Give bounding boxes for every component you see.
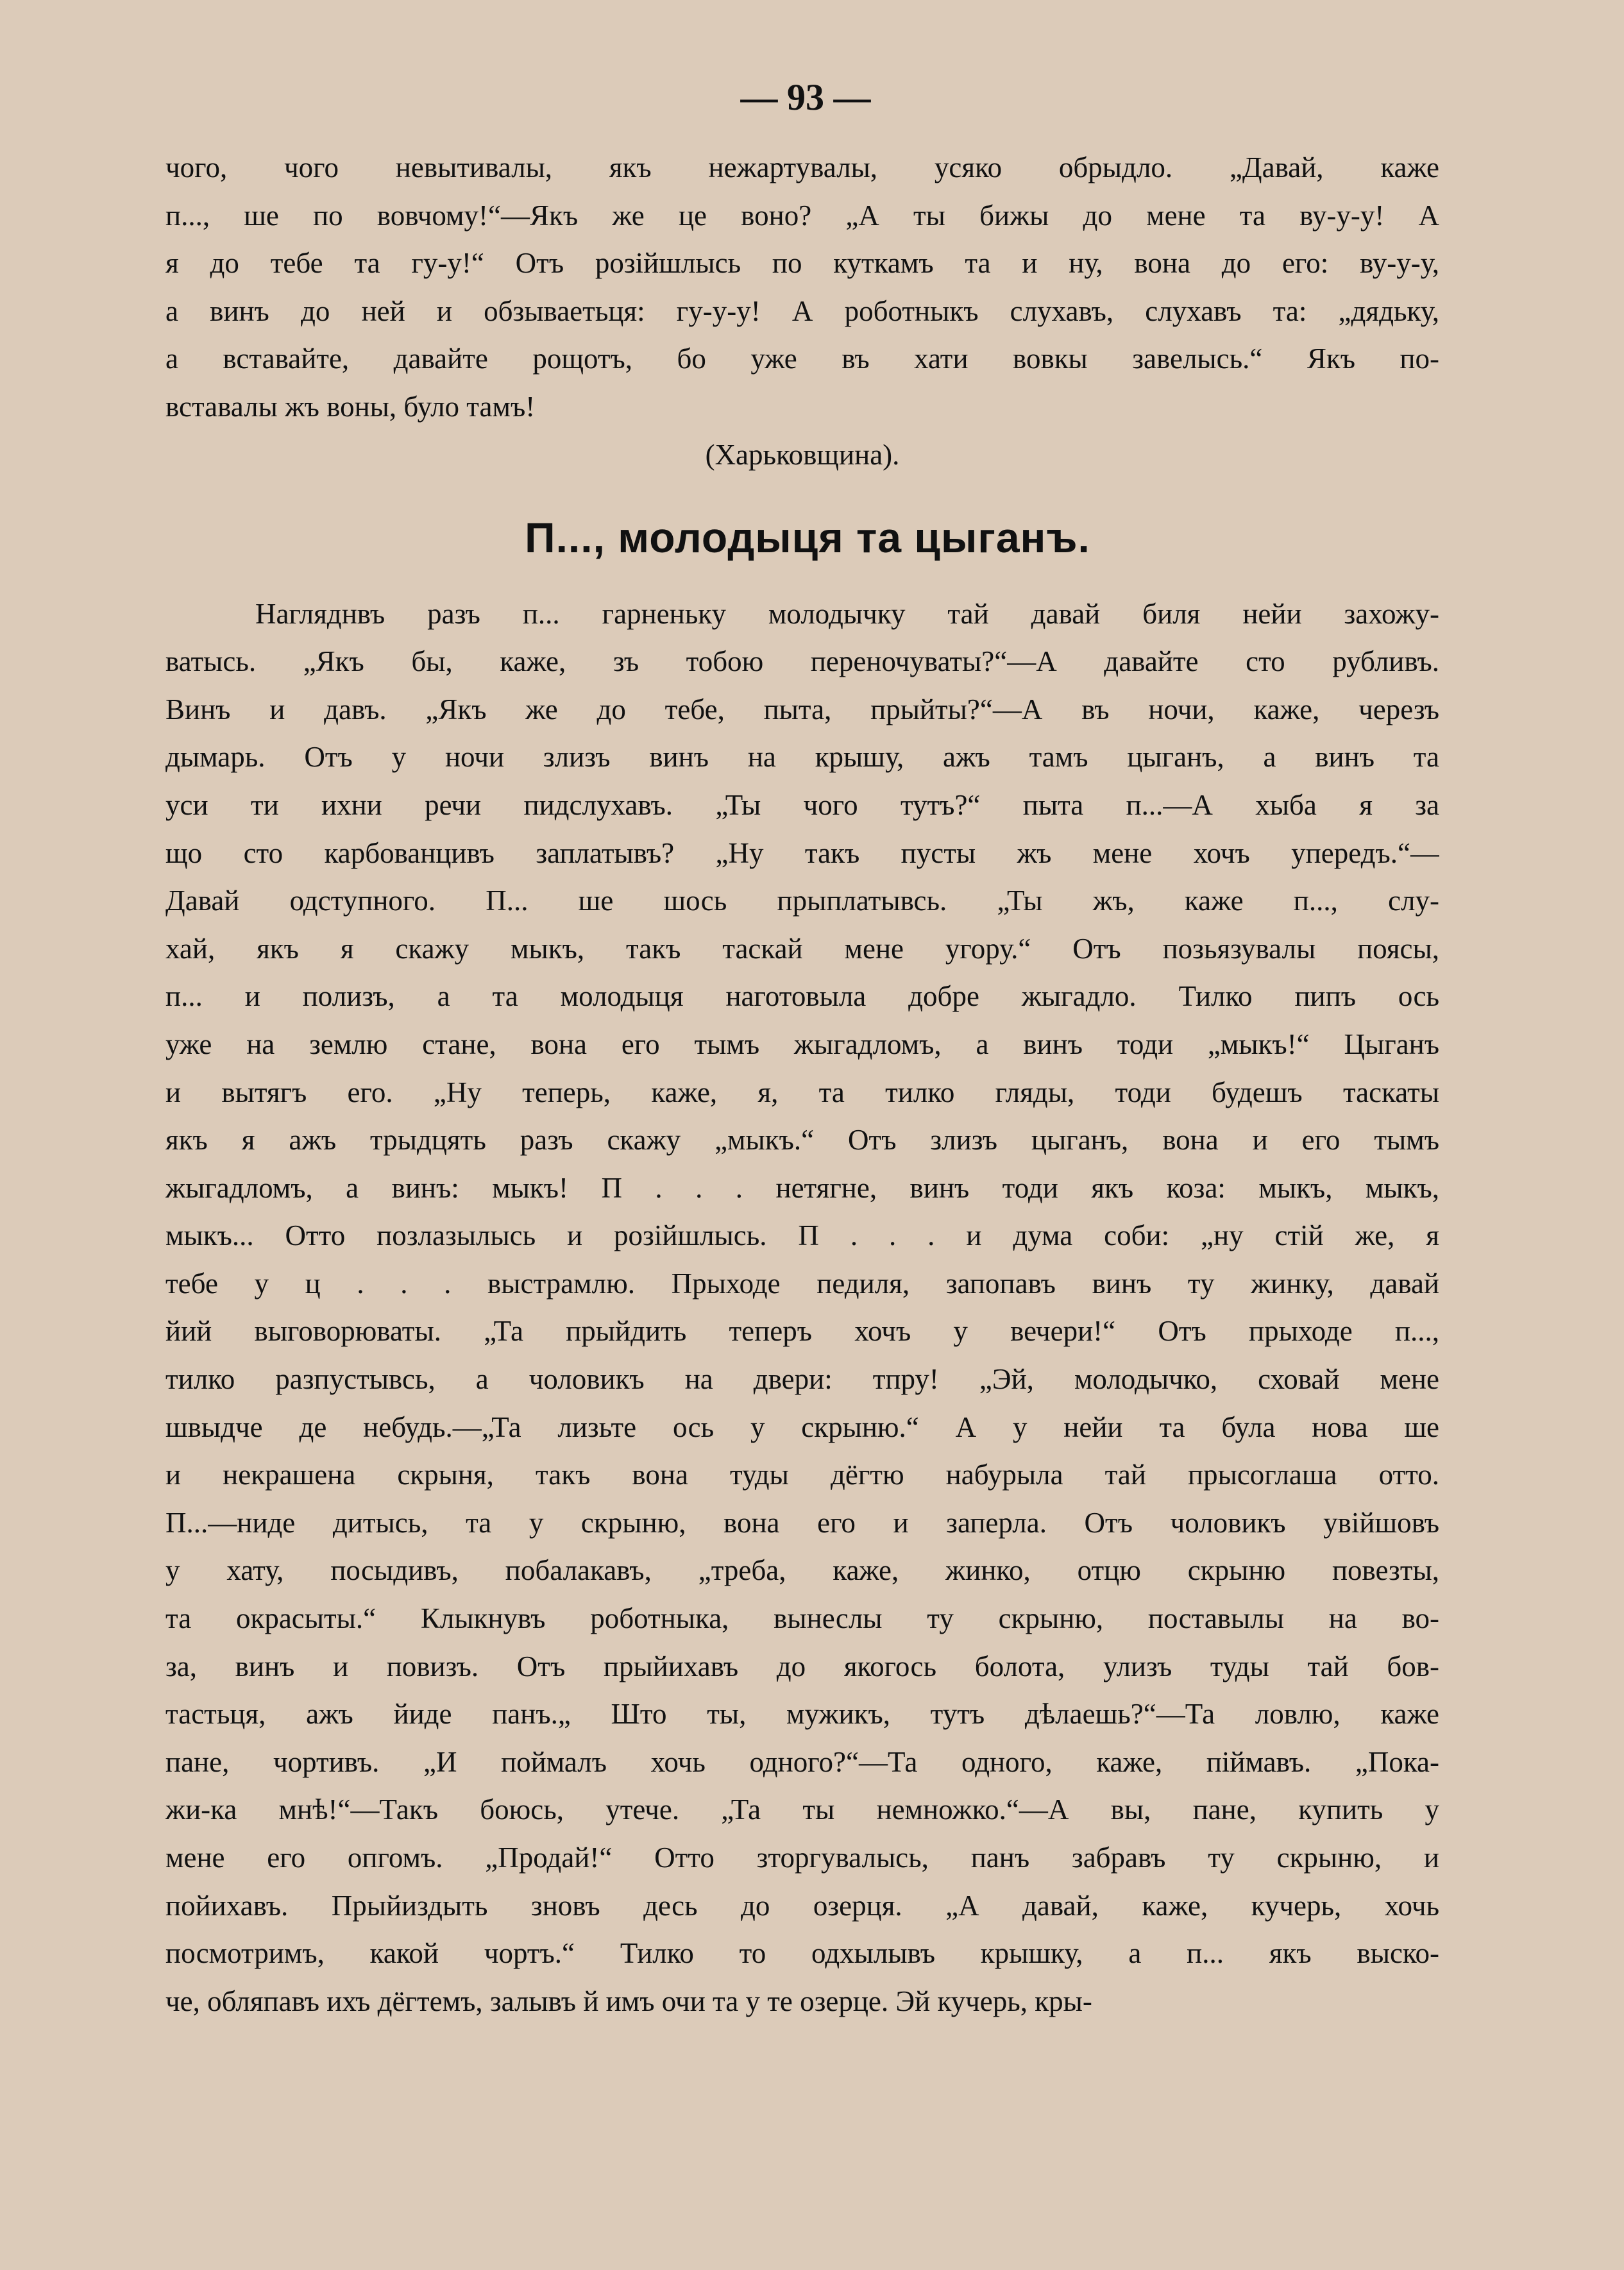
text-line: п... и полизъ, а та молодыця наготовыла добре жыгадло. Тилко пипъ ось	[165, 980, 1439, 1013]
text-line: мене его опгомъ. „Продай!“ Отто зторгувалысь, панъ забравъ ту скрыню, и	[165, 1842, 1439, 1874]
text-line: дымарь. Отъ у ночи злизъ винъ на крышу, ажъ тамъ цыганъ, а винъ та	[165, 741, 1439, 774]
text-line: мыкъ... Отто позлазылысь и розійшлысь. П . . . и дума соби: „ну стій же, я	[165, 1219, 1439, 1252]
text-line: жыгадломъ, а винъ: мыкъ! П . . . нетягне, винъ тоди якъ коза: мыкъ, мыкъ,	[165, 1171, 1439, 1204]
story-body-paragraph	[165, 590, 1439, 2026]
text-line: а винъ до ней и обзываетьця: гу-у-у! А роботныкъ слухавъ, слухавъ та: „дядьку,	[165, 294, 1439, 327]
story-title: П..., молодыця та цыганъ.	[525, 513, 1090, 561]
text-line: пане, чортивъ. „И поймалъ хочь одного?“—Та одного, каже, піймавъ. „Пока-	[165, 1745, 1439, 1778]
text-line: Давай одступного. П... ше шось прыплатывсь. „Ты жъ, каже п..., слу-	[165, 885, 1439, 917]
text-line: чого, чого невытивалы, якъ нежартувалы, усяко обрыдло. „Давай, каже	[165, 151, 1439, 183]
text-line: якъ я ажъ трыдцять разъ скажу „мыкъ.“ Отъ злизъ цыганъ, вона и его тымъ	[165, 1124, 1439, 1156]
text-line: уси ти ихни речи пидслухавъ. „Ты чого тутъ?“ пыта п...—А хыба я за	[165, 788, 1439, 821]
text-line: вставалы жъ воны, було тамъ!	[165, 390, 536, 423]
text-line: тебе у ц . . . выстрамлю. Прыходе педиля, запопавъ винъ ту жинку, давай	[165, 1267, 1439, 1300]
text-line: за, винъ и повизъ. Отъ прыйихавъ до якогось болота, улизъ туды тай бов-	[165, 1650, 1439, 1682]
text-line: уже на землю стане, вона его тымъ жыгадломъ, а винъ тоди „мыкъ!“ Цыганъ	[165, 1028, 1439, 1060]
text-line: хай, якъ я скажу мыкъ, такъ таскай мене угору.“ Отъ позьязувалы поясы,	[165, 932, 1439, 965]
text-line: посмотримъ, какой чортъ.“ Тилко то одхылывъ крышку, а п... якъ выско-	[165, 1937, 1439, 1970]
text-line: пойихавъ. Прыйиздыть зновъ десь до озерця. „А давай, каже, кучерь, хочь	[165, 1889, 1439, 1922]
text-line: швыдче де небудь.—„Та лизьте ось у скрыню.“ А у нейи та була нова ше	[165, 1410, 1439, 1443]
text-line: тастьця, ажъ йиде панъ.„ Што ты, мужикъ, тутъ дѣлаешь?“—Та ловлю, каже	[165, 1698, 1439, 1731]
text-line: Винъ и давъ. „Якъ же до тебе, пыта, прыйты?“—А въ ночи, каже, черезъ	[165, 693, 1439, 725]
text-line: у хату, посыдивъ, побалакавъ, „треба, каже, жинко, отцю скрыню повезты,	[165, 1554, 1439, 1587]
text-line: тилко разпустывсь, а чоловикъ на двери: тпру! „Эй, молодычко, сховай мене	[165, 1363, 1439, 1396]
page-number: — 93 —	[740, 76, 871, 118]
text-line: ватысь. „Якъ бы, каже, зъ тобою переночуваты?“—А давайте сто рубливъ.	[165, 645, 1439, 678]
text-line: я до тебе та гу-у!“ Отъ розійшлысь по куткамъ та и ну, вона до его: ву-у-у,	[165, 247, 1439, 280]
text-line: Нагляднвъ разъ п... гарненьку молодычку тай давай биля нейи захожу-	[255, 597, 1439, 630]
text-line: и вытягъ его. „Ну теперь, каже, я, та тилко гляды, тоди будешъ таскаты	[165, 1076, 1439, 1108]
text-line: п..., ше по вовчому!“—Якъ же це воно? „А ты бижы до мене та ву-у-у! А	[165, 199, 1439, 232]
text-line: йий выговорюваты. „Та прыйдить теперъ хочъ у вечери!“ Отъ прыходе п...,	[165, 1315, 1439, 1348]
text-line: че, обляпавъ ихъ дёгтемъ, залывъ й имъ очи та у те озерце. Эй кучерь, кры-	[165, 1985, 1092, 2017]
book-page	[165, 71, 1439, 2025]
text-line: та окрасыты.“ Клыкнувъ роботныка, вынеслы ту скрыню, поставылы на во-	[165, 1602, 1439, 1635]
source-attribution: (Харьковщина).	[705, 438, 900, 471]
story-ending-paragraph	[165, 144, 1439, 431]
text-line: П...—ниде дитысь, та у скрыню, вона его и заперла. Отъ чоловикъ увійшовъ	[165, 1506, 1439, 1539]
text-line: жи-ка мнѣ!“—Такъ боюсь, утече. „Та ты немножко.“—А вы, пане, купить у	[165, 1793, 1439, 1826]
text-line: а вставайте, давайте рощотъ, бо уже въ хати вовкы завелысь.“ Якъ по-	[165, 343, 1439, 375]
text-line: що сто карбованцивъ заплатывъ? „Ну такъ пусты жъ мене хочъ упередъ.“—	[165, 836, 1439, 869]
text-line: и некрашена скрыня, такъ вона туды дёгтю набурыла тай прысоглаша отто.	[165, 1459, 1439, 1491]
